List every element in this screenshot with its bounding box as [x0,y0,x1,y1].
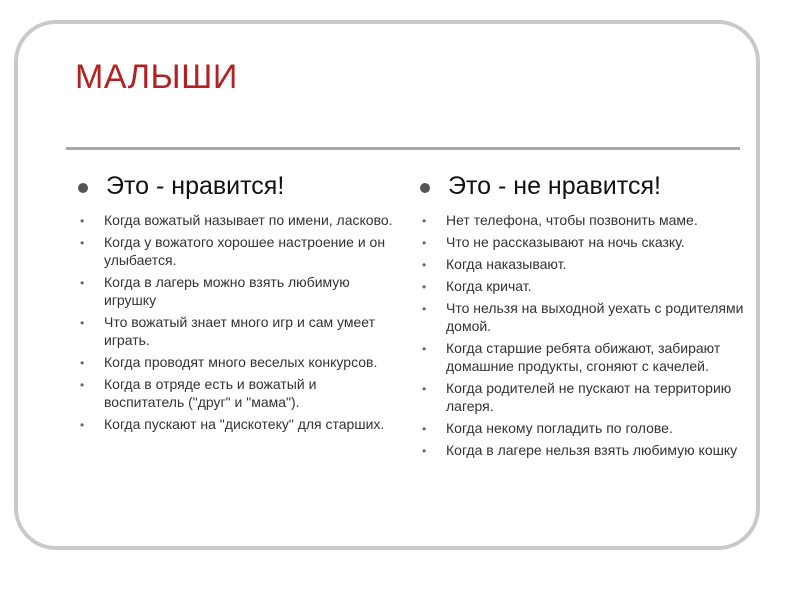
list-item: • Нет телефона, чтобы позвонить маме. [422,212,698,228]
list-item: • Когда в лагерь можно взять любимую игрушку [80,274,350,308]
list-item: • Когда кричат. [422,278,532,294]
list-item: • Когда наказывают. [422,256,567,272]
dislikes-heading [420,172,750,201]
bullet-icon: • [422,280,427,294]
likes-heading [78,172,398,201]
list-item: • Когда некому погладить по голове. [422,420,673,436]
likes-heading-text: Это - нравится! [106,172,285,200]
list-item: • Что не рассказывают на ночь сказку. [422,234,685,250]
dislikes-heading-text: Это - не нравится! [448,172,661,200]
list-item: • Что вожатый знает много игр и сам умеет играть. [80,314,375,348]
likes-list [78,211,398,433]
slide-title: МАЛЫШИ [75,58,238,96]
list-item: • Когда вожатый называет по имени, ласково. [80,212,393,228]
bullet-icon: • [422,258,427,272]
list-item: • Когда в лагере нельзя взять любимую кошку [422,442,738,458]
bullet-icon: • [80,378,85,392]
bullet-icon [420,183,430,193]
bullet-icon: • [80,418,85,432]
bullet-icon: • [422,302,427,316]
title-divider [66,147,740,150]
list-item: • Когда родителей не пускают на территорию лагеря. [422,380,732,414]
list-item: • Когда у вожатого хорошее настроение и он улыбается. [80,234,386,268]
list-item: • Когда в отряде есть и вожатый и воспитатель ("друг" и "мама"). [80,376,317,410]
dislikes-column [420,172,750,463]
bullet-icon: • [80,316,85,330]
dislikes-list [420,211,750,459]
bullet-icon: • [422,214,427,228]
bullet-icon: • [422,236,427,250]
likes-column [78,172,398,437]
bullet-icon: • [80,236,85,250]
list-item: • Когда старшие ребята обижают, забирают домашние продукты, сгоняют с качелей. [422,340,721,374]
list-item: • Когда пускают на "дискотеку" для старших. [80,416,385,432]
list-item: • Когда проводят много веселых конкурсов. [80,354,378,370]
bullet-icon: • [80,356,85,370]
bullet-icon: • [80,214,85,228]
bullet-icon: • [422,382,427,396]
bullet-icon: • [422,444,427,458]
bullet-icon: • [422,342,427,356]
bullet-icon: • [422,422,427,436]
bullet-icon: • [80,276,85,290]
list-item: • Что нельзя на выходной уехать с родителями домой. [422,300,744,334]
bullet-icon [78,183,88,193]
